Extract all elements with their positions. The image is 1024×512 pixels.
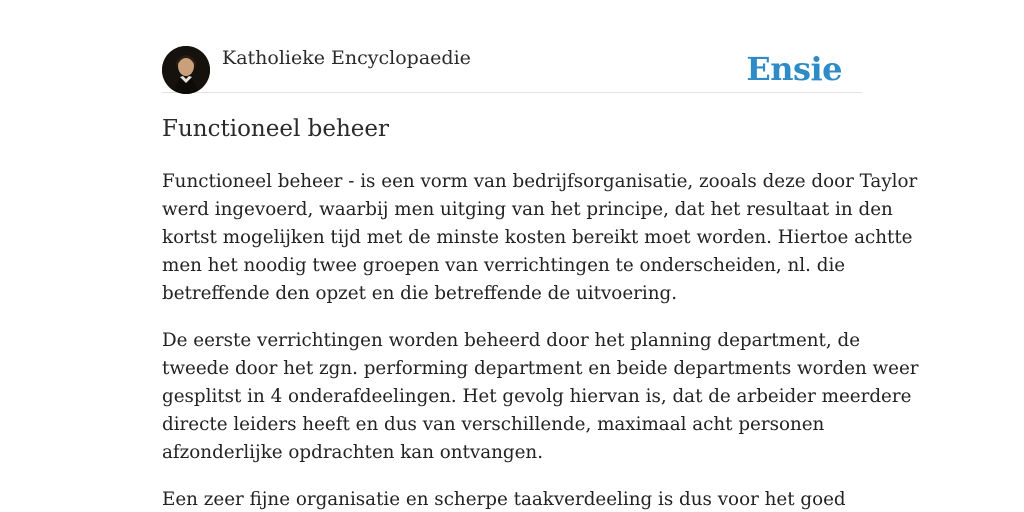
paragraph <box>162 168 918 308</box>
paragraph <box>162 486 868 512</box>
portrait-icon <box>162 46 210 94</box>
text-line: kortst mogelijken tijd met de minste kosten bereikt moet worden. Hiertoe achtte <box>162 227 913 248</box>
source-name[interactable]: Katholieke Encyclopaedie <box>222 47 471 69</box>
site-header <box>162 46 862 93</box>
text-line: Functioneel beheer - is een vorm van bedrijfsorganisatie, zooals deze door Taylor <box>162 171 918 192</box>
text-line: men het noodig twee groepen van verrichtingen te onderscheiden, nl. die <box>162 255 846 276</box>
text-line: Een zeer fijne organisatie en scherpe taakverdeeling is dus voor het goed <box>162 489 846 510</box>
text-line: gesplitst in 4 onderafdeelingen. Het gevolg hiervan is, dat de arbeider meerdere <box>162 386 912 407</box>
text-line: tweede door het zgn. performing department en beide departments worden weer <box>162 358 919 379</box>
text-line: directe leiders heeft en dus van verschillende, maximaal acht personen <box>162 414 825 435</box>
brand-logo[interactable]: Ensie <box>746 50 842 88</box>
source-avatar[interactable] <box>162 46 210 94</box>
article-body <box>162 168 919 512</box>
text-line: De eerste verrichtingen worden beheerd door het planning department, de <box>162 330 861 351</box>
text-line: werd ingevoerd, waarbij men uitging van het principe, dat het resultaat in den <box>162 199 893 220</box>
article-title: Functioneel beheer <box>162 116 389 142</box>
text-line: afzonderlijke opdrachten kan ontvangen. <box>162 442 544 463</box>
text-line: betreffende den opzet en die betreffende de uitvoering. <box>162 283 678 304</box>
paragraph <box>162 327 919 467</box>
